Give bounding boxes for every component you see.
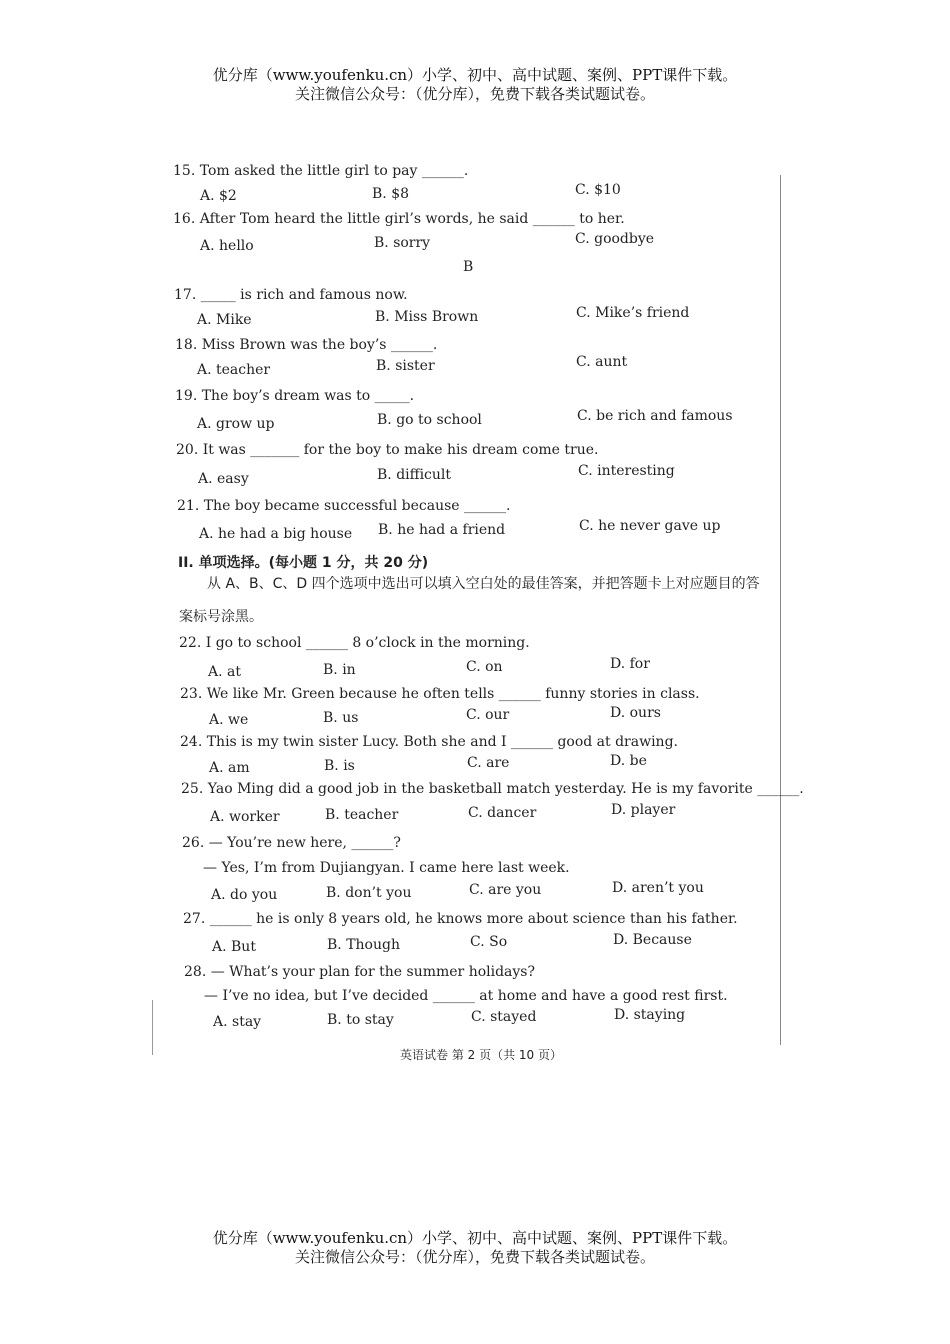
q18-option-c: C. aunt — [576, 354, 628, 370]
header-banner — [0, 66, 950, 104]
q23-option-d: D. ours — [610, 705, 661, 721]
section-2-instruction-1: 从 A、B、C、D 四个选项中选出可以填入空白处的最佳答案，并把答题卡上对应题目的答 — [207, 576, 760, 592]
q19-option-b: B. go to school — [377, 412, 482, 428]
question-26-stem-2: — Yes, I’m from Dujiangyan. I came here last week. — [203, 860, 570, 876]
q19-option-c: C. be rich and famous — [577, 408, 733, 424]
question-26-stem-1: 26. — You’re new here, ______? — [182, 835, 401, 851]
q17-option-c: C. Mike’s friend — [576, 305, 690, 321]
q23-option-b: B. us — [323, 710, 359, 726]
question-18-stem: 18. Miss Brown was the boy’s ______. — [175, 337, 438, 353]
section-2-title: II. 单项选择。(每小题 1 分，共 20 分) — [178, 555, 429, 571]
q27-option-a: A. But — [212, 939, 256, 955]
page-edge-line — [780, 175, 781, 1045]
q15-option-b: B. $8 — [372, 186, 410, 202]
q26-option-c: C. are you — [469, 882, 542, 898]
q22-option-b: B. in — [323, 662, 356, 678]
banner-line-1-bottom: 优分库（www.youfenku.cn）小学、初中、高中试题、案例、PPT课件下载。 — [212, 1229, 738, 1247]
question-27-stem: 27. ______ he is only 8 years old, he knows more about science than his father. — [183, 911, 738, 927]
question-25-stem: 25. Yao Ming did a good job in the basketball match yesterday. He is my favorite ______. — [181, 781, 804, 797]
question-24-stem: 24. This is my twin sister Lucy. Both she and I ______ good at drawing. — [180, 734, 678, 750]
q28-option-c: C. stayed — [471, 1009, 537, 1025]
q25-option-c: C. dancer — [468, 805, 537, 821]
banner-line-1: 优分库（www.youfenku.cn）小学、初中、高中试题、案例、PPT课件下载。 — [212, 66, 738, 84]
q25-option-b: B. teacher — [325, 807, 399, 823]
q25-option-d: D. player — [611, 802, 676, 818]
q21-option-c: C. he never gave up — [579, 518, 721, 534]
question-23-stem: 23. We like Mr. Green because he often tells ______ funny stories in class. — [180, 686, 700, 702]
q27-option-c: C. So — [470, 934, 508, 950]
q20-option-a: A. easy — [198, 471, 249, 487]
q16-option-b: B. sorry — [374, 235, 431, 251]
q28-option-a: A. stay — [213, 1014, 262, 1030]
q24-option-c: C. are — [467, 755, 510, 771]
q17-option-a: A. Mike — [197, 312, 252, 328]
question-21-stem: 21. The boy became successful because ______. — [177, 498, 511, 514]
q22-option-a: A. at — [208, 664, 241, 680]
banner-line-2-bottom: 关注微信公众号：（优分库），免费下载各类试题试卷。 — [294, 1248, 655, 1266]
q17-option-b: B. Miss Brown — [375, 309, 479, 325]
q23-option-c: C. our — [466, 707, 510, 723]
q27-option-b: B. Though — [327, 937, 400, 953]
q26-option-b: B. don’t you — [326, 885, 412, 901]
q27-option-d: D. Because — [613, 932, 692, 948]
question-19-stem: 19. The boy’s dream was to _____. — [175, 388, 415, 404]
question-20-stem: 20. It was _______ for the boy to make his dream come true. — [176, 442, 599, 458]
q20-option-b: B. difficult — [377, 467, 452, 483]
q25-option-a: A. worker — [210, 809, 280, 825]
q26-option-d: D. aren’t you — [612, 880, 704, 896]
q18-option-b: B. sister — [376, 358, 435, 374]
q22-option-d: D. for — [610, 656, 650, 672]
q23-option-a: A. we — [209, 712, 249, 728]
page-edge-line-left — [152, 1000, 153, 1055]
q21-option-a: A. he had a big house — [199, 526, 353, 542]
section-2-instruction-2: 案标号涂黑。 — [179, 609, 263, 625]
q16-option-a: A. hello — [200, 238, 254, 254]
footer-banner — [0, 1229, 950, 1267]
question-28-stem-2: — I’ve no idea, but I’ve decided ______ at home and have a good rest first. — [204, 988, 728, 1004]
q15-option-a: A. $2 — [200, 188, 237, 204]
q24-option-a: A. am — [209, 760, 250, 776]
q20-option-c: C. interesting — [578, 463, 675, 479]
q28-option-d: D. staying — [614, 1007, 686, 1023]
question-17-stem: 17. _____ is rich and famous now. — [174, 287, 408, 303]
question-16-stem: 16. After Tom heard the little girl’s words, he said ______ to her. — [173, 211, 625, 227]
q24-option-d: D. be — [610, 753, 647, 769]
question-28-stem-1: 28. — What’s your plan for the summer holidays? — [184, 964, 535, 980]
q22-option-c: C. on — [466, 659, 503, 675]
q24-option-b: B. is — [324, 758, 355, 774]
q28-option-b: B. to stay — [327, 1012, 394, 1028]
q16-option-c: C. goodbye — [575, 231, 655, 247]
passage-b-label: B — [463, 259, 474, 275]
page-footer: 英语试卷 第 2 页（共 10 页） — [400, 1048, 562, 1062]
question-15-stem: 15. Tom asked the little girl to pay ______. — [173, 163, 469, 179]
q26-option-a: A. do you — [211, 887, 278, 903]
q18-option-a: A. teacher — [197, 362, 271, 378]
q21-option-b: B. he had a friend — [378, 522, 506, 538]
question-22-stem: 22. I go to school ______ 8 o’clock in the morning. — [179, 635, 530, 651]
q15-option-c: C. $10 — [575, 182, 621, 198]
banner-line-2: 关注微信公众号：（优分库），免费下载各类试题试卷。 — [294, 85, 655, 103]
q19-option-a: A. grow up — [197, 416, 275, 432]
